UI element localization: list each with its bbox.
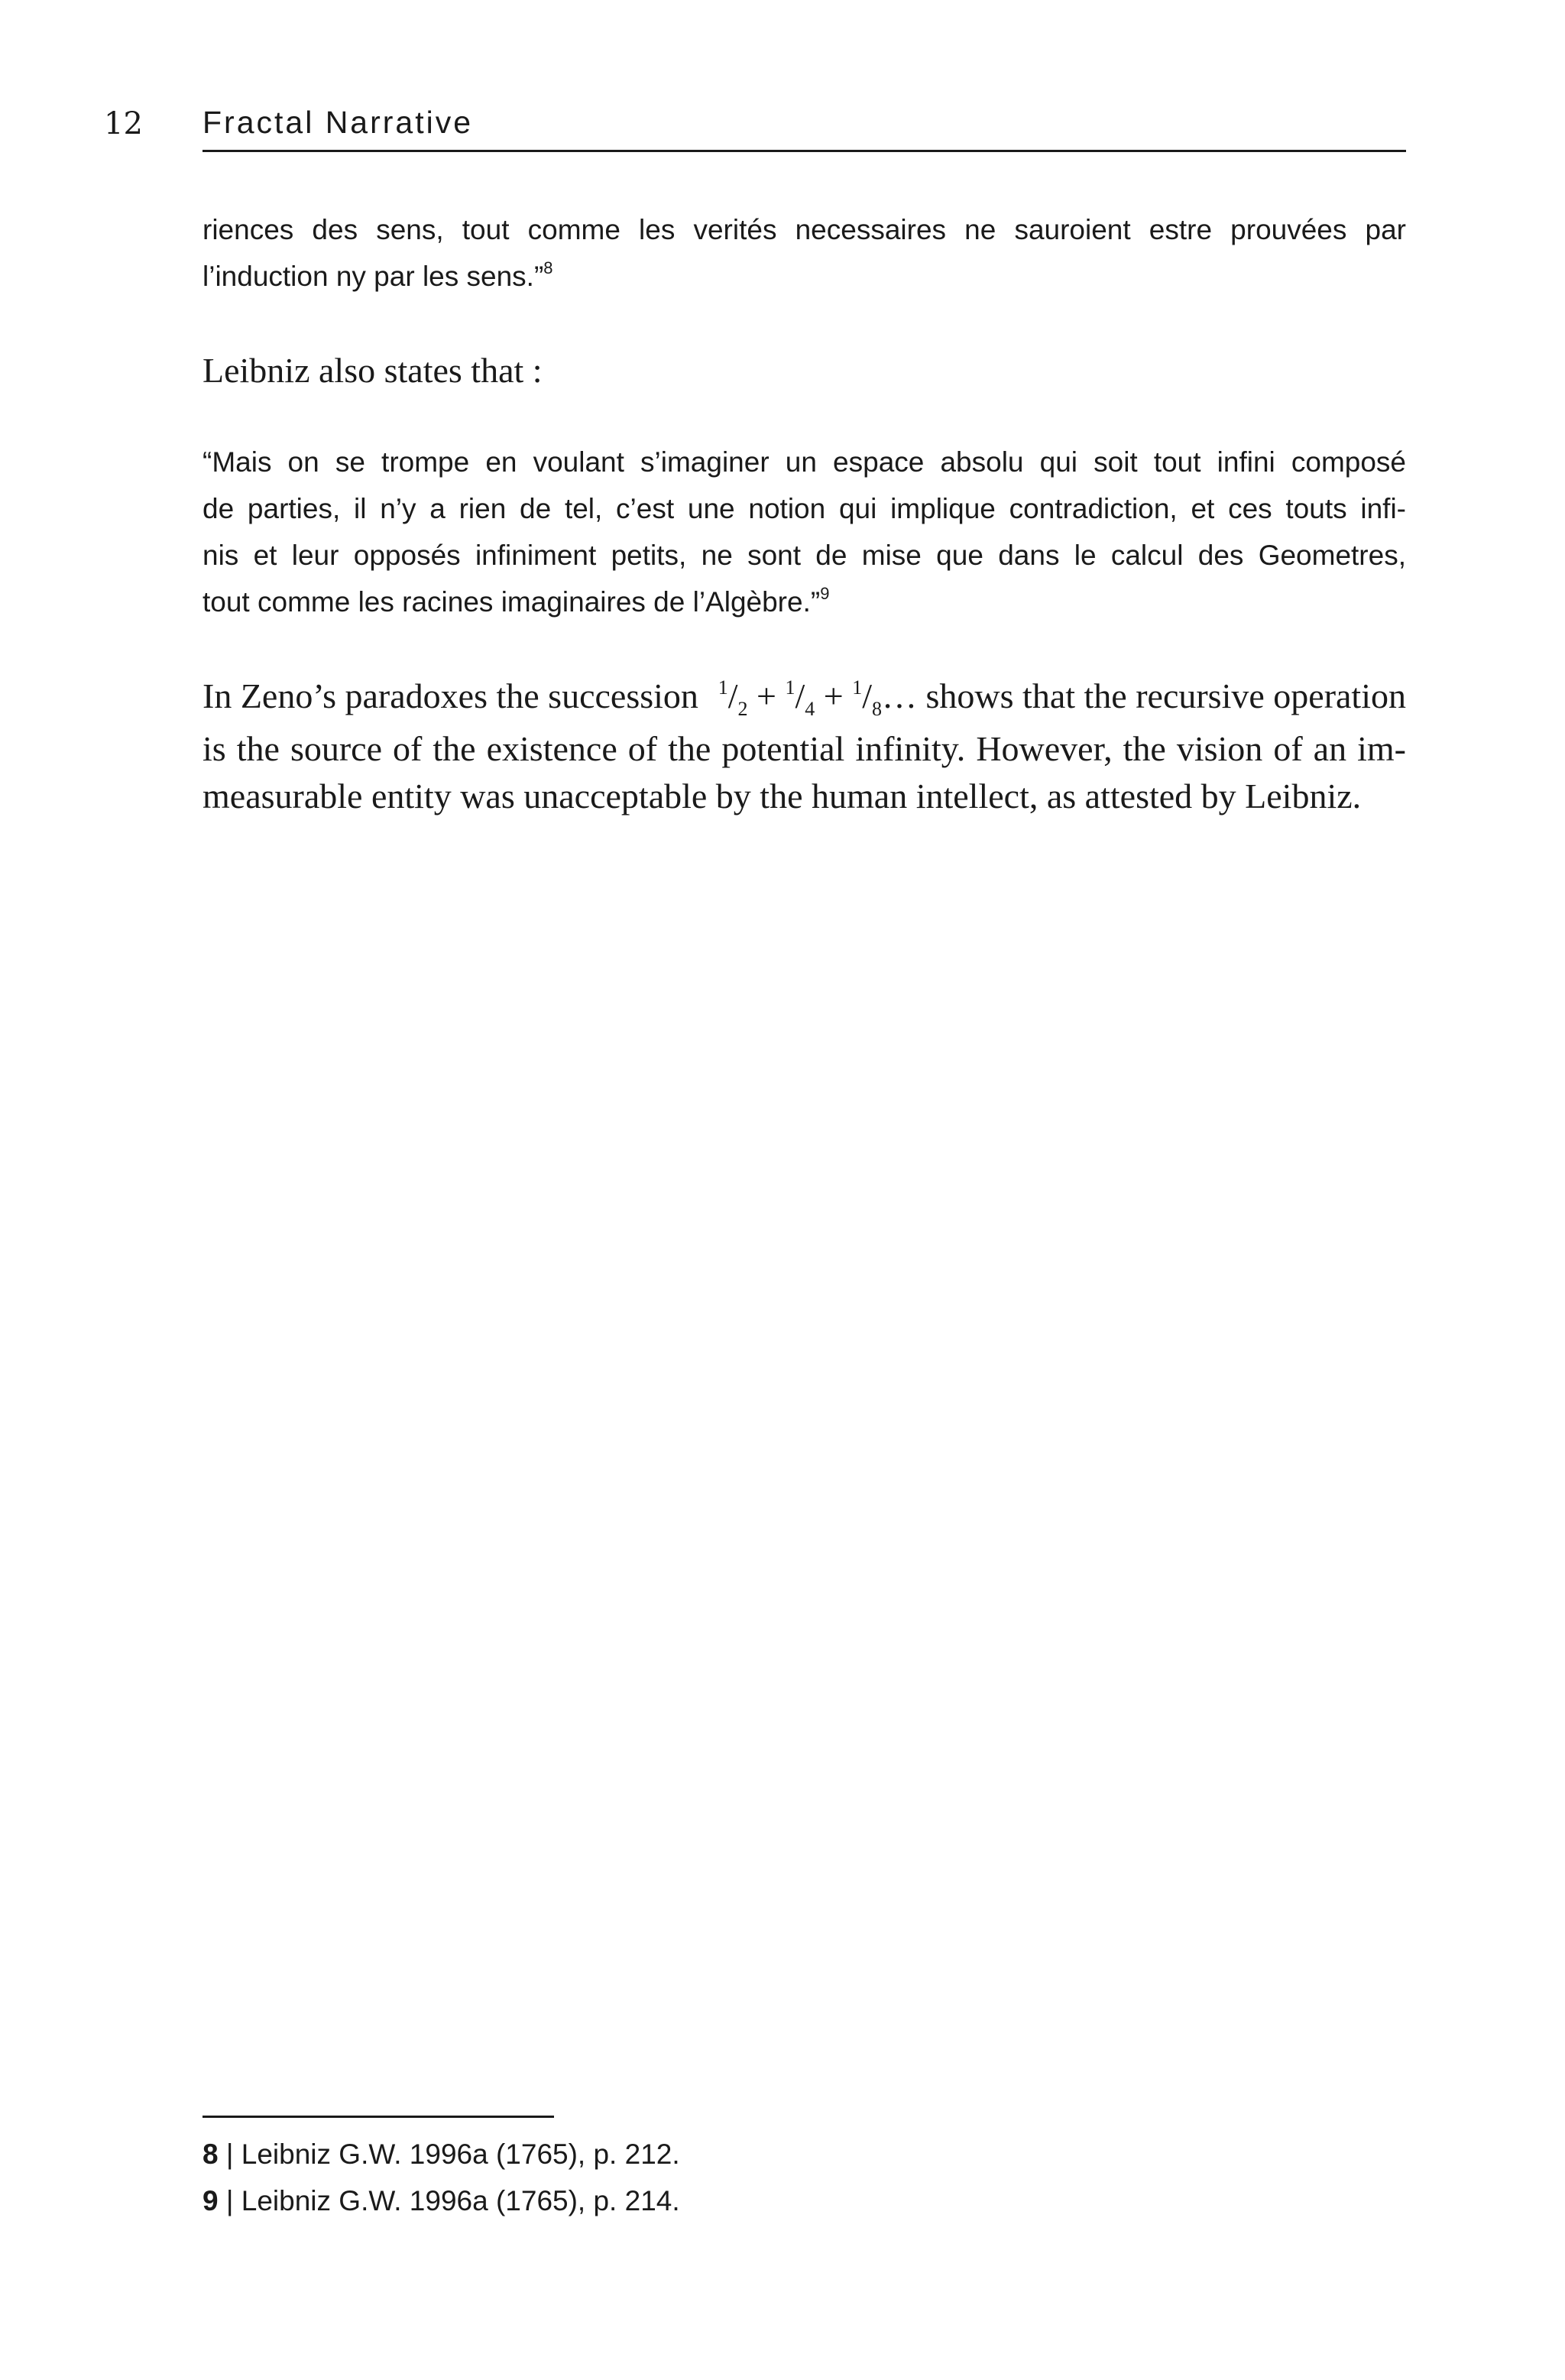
quote2-line2: de parties, il n’y a rien de tel, c’est une notion qui implique contradiction, et ces touts infi- <box>203 493 1406 524</box>
footnote-9 <box>203 2183 680 2219</box>
footnote-ref-8: 8 <box>543 258 553 277</box>
footnote-ref-9: 9 <box>820 584 830 603</box>
quote2-line4-text: tout comme les racines imaginaires de l’Algèbre.” <box>203 586 821 618</box>
quote2-line1: “Mais on se trompe en voulant s’imaginer un espace absolu qui soit tout infini composé <box>203 446 1406 478</box>
quote1-line2 <box>203 253 1406 303</box>
plus-sign-2: + <box>823 676 844 715</box>
quote1-line2-text: l’induction ny par les sens.” <box>203 261 544 292</box>
quote2-line4 <box>203 579 1406 629</box>
fraction1-denominator: 2 <box>737 698 748 720</box>
fraction3-numerator: 1 <box>852 676 863 699</box>
footnote-separator: | <box>225 2138 234 2170</box>
page-number: 12 <box>104 106 143 141</box>
quote1-line1: riences des sens, tout comme les verités necessaires ne sauroient estre prouvées par <box>203 214 1406 245</box>
footnote-text: Leibniz G.W. 1996a (1765), p. 212. <box>241 2138 680 2170</box>
fraction2-numerator: 1 <box>785 676 795 699</box>
zeno-line1-end: … shows that the recursive operation <box>882 676 1406 715</box>
footnote-number: 9 <box>203 2185 219 2216</box>
fraction3-denominator: 8 <box>872 698 883 720</box>
plus-sign-1: + <box>757 676 776 715</box>
zeno-paragraph <box>203 673 1406 820</box>
footnote-number: 8 <box>203 2138 219 2170</box>
running-head: Fractal Narrative <box>203 105 474 140</box>
fraction2-denominator: 4 <box>805 698 815 720</box>
footnote-text: Leibniz G.W. 1996a (1765), p. 214. <box>241 2185 680 2216</box>
zeno-line3: measurable entity was unacceptable by the human intellect, as attested by Leibniz. <box>203 777 1362 815</box>
footnote-8 <box>203 2136 680 2173</box>
zeno-line1 <box>203 673 1406 725</box>
zeno-line1-start: In Zeno’s paradoxes the succession <box>203 676 698 715</box>
footnote-separator: | <box>225 2185 234 2216</box>
intro-sentence <box>203 347 1406 394</box>
quote2-line3: nis et leur opposés infiniment petits, ne sont de mise que dans le calcul des Geometres, <box>203 540 1406 571</box>
fraction1-numerator: 1 <box>718 676 728 699</box>
header-rule <box>203 150 1406 152</box>
intro-text: Leibniz also states that : <box>203 351 543 390</box>
zeno-fractions: $^1/_2 + ^1/_4$ + $^1/_8\dots$ shows that the recursive operation <box>718 676 1406 720</box>
quote-continuation <box>203 206 1406 303</box>
block-quote <box>203 439 1406 629</box>
footnote-rule <box>203 2116 554 2118</box>
zeno-line2: is the source of the existence of the potential infinity. However, the vision of an im- <box>203 729 1406 768</box>
